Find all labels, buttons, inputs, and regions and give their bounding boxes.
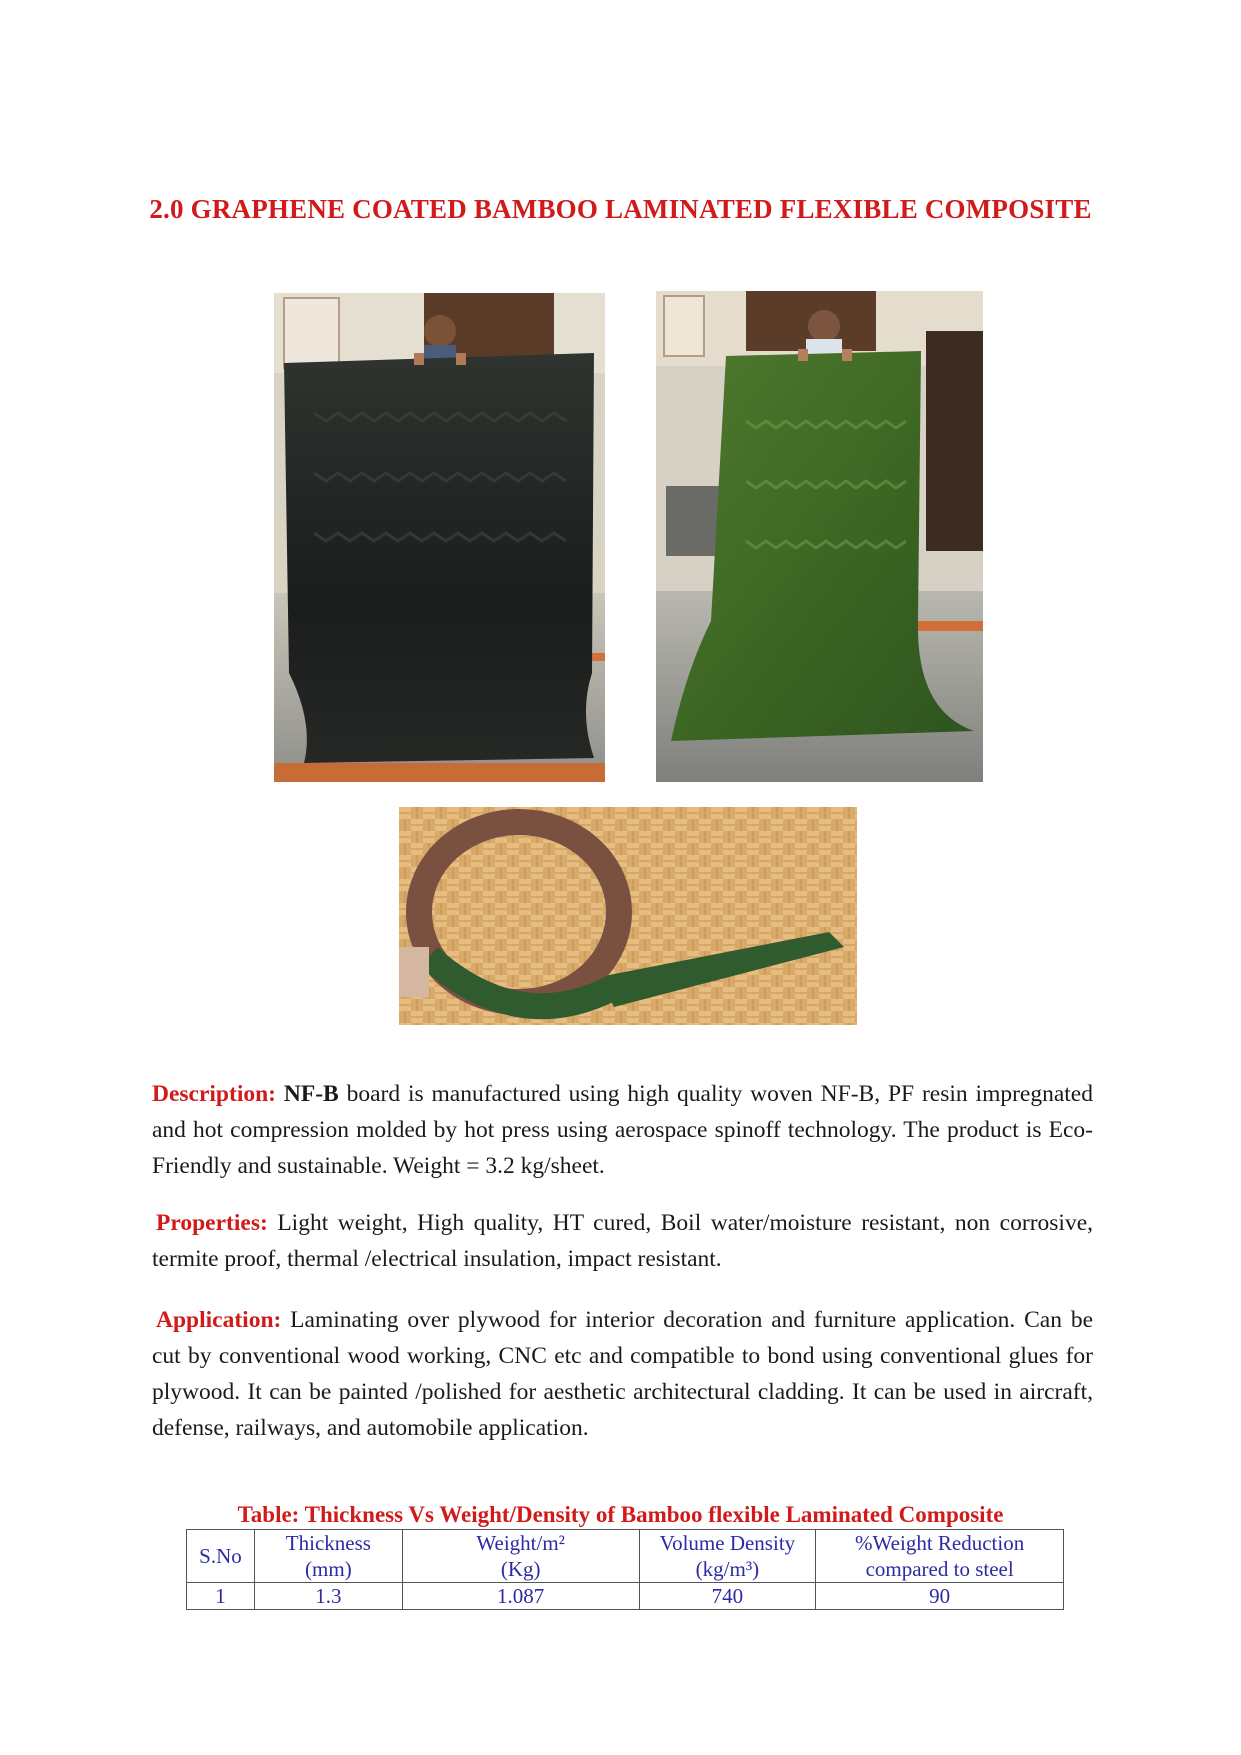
- photo-green-sheet: [656, 291, 983, 782]
- table-header-row: [187, 1530, 1064, 1583]
- page-title: 2.0 GRAPHENE COATED BAMBOO LAMINATED FLEXIBLE COMPOSITE: [149, 194, 1092, 224]
- rolled-composite-illustration: [399, 807, 857, 1025]
- photo-black-sheet: [274, 293, 605, 782]
- header-reduction-line2: compared to steel: [865, 1557, 1014, 1581]
- header-sno: S.No: [187, 1530, 255, 1583]
- black-sheet-illustration: [274, 293, 605, 782]
- cell-thickness: 1.3: [254, 1583, 402, 1610]
- properties-label: Properties:: [156, 1210, 268, 1236]
- application-paragraph: [152, 1302, 1093, 1446]
- cell-reduction: 90: [816, 1583, 1064, 1610]
- description-label: Description:: [152, 1081, 277, 1107]
- header-density: [639, 1530, 816, 1583]
- table-row: [187, 1583, 1064, 1610]
- cell-weight: 1.087: [402, 1583, 639, 1610]
- description-product-name: NF-B: [283, 1081, 339, 1107]
- table-title: Table: Thickness Vs Weight/Density of Bamboo flexible Laminated Composite: [237, 1502, 1004, 1527]
- header-reduction-line1: %Weight Reduction: [855, 1531, 1025, 1555]
- green-sheet-illustration: [656, 291, 983, 782]
- header-weight: [402, 1530, 639, 1583]
- header-weight-line2: (Kg): [500, 1557, 541, 1581]
- description-text: board is manufactured using high quality woven NF-B, PF resin impregnated and hot compression molded by hot press using aerospace spinoff technology. The product is Eco-Friendly and sustainable. Weight = 3.2 kg/sheet.: [152, 1081, 1093, 1179]
- cell-density: 740: [639, 1583, 816, 1610]
- header-thickness-line1: Thickness: [285, 1531, 371, 1555]
- properties-paragraph: [152, 1205, 1093, 1277]
- cell-sno: 1: [187, 1583, 255, 1610]
- header-thickness-line2: (mm): [305, 1557, 352, 1581]
- header-density-line2: (kg/m³): [695, 1557, 760, 1581]
- header-density-line1: Volume Density: [659, 1531, 796, 1555]
- application-text: Laminating over plywood for interior decoration and furniture application. Can be cut by conventional wood working, CNC etc and compatible to bond using conventional glues for plywood. It can be painted /polished for aesthetic architectural cladding. It can be used in aircraft, defense, railways, and automobile application.: [152, 1307, 1093, 1441]
- properties-text: Light weight, High quality, HT cured, Boil water/moisture resistant, non corrosive, termite proof, thermal /electrical insulation, impact resistant.: [152, 1210, 1093, 1272]
- header-weight-line1: Weight/m²: [476, 1531, 565, 1555]
- application-label: Application:: [156, 1307, 282, 1333]
- photo-rolled-composite: [399, 807, 857, 1025]
- data-table: [186, 1529, 1064, 1610]
- header-thickness: [254, 1530, 402, 1583]
- header-reduction: [816, 1530, 1064, 1583]
- description-paragraph: [152, 1076, 1093, 1184]
